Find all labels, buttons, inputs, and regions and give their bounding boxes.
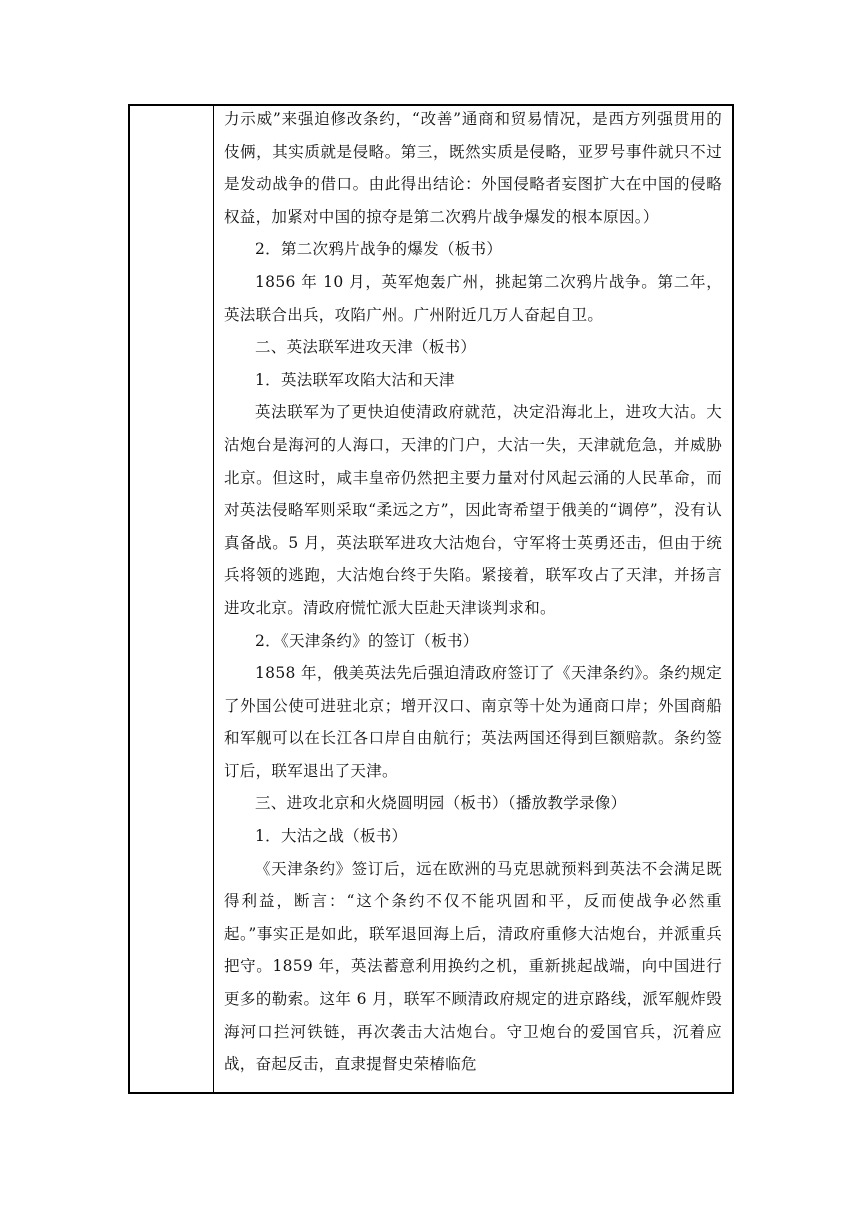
paragraph: 英法联军为了更快迫使清政府就范，决定沿海北上，进攻大沽。大沽炮台是海河的人海口，天津的门户，大沽一失，天津就危急，并威胁北京。但这时，咸丰皇帝仍然把主要力量对付风起云涌的人民革命，而对英法侵略军则采取“柔远之方”，因此寄希望于俄美的“调停”，没有认真备战。5 月，英法联军进攻大沽炮台，守军将士英勇还击，但由于统兵将领的逃跑，大沽炮台终于失陷。紧接着，联军攻占了天津，并扬言进攻北京。清政府慌忙派大臣赴天津谈判求和。 <box>224 403 722 617</box>
left-column-cell <box>130 106 214 1092</box>
section-heading: 2．第二次鸦片战争的爆发（板书） <box>255 240 503 259</box>
section-heading: 二、英法联军进攻天津（板书） <box>255 338 477 357</box>
section-heading: 三、进攻北京和火烧圆明园（板书）（播放教学录像） <box>255 794 627 813</box>
content-cell <box>214 106 732 1092</box>
paragraph: 力示威”来强迫修改条约，“改善”通商和贸易情况，是西方列强贯用的伎俩，其实质就是侵略。第三，既然实质是侵略，亚罗号事件就只不过是发动战争的借口。由此得出结论：外国侵略者妄图扩大在中国的侵略权益，加紧对中国的掠夺是第二次鸦片战争爆发的根本原因。） <box>224 110 722 226</box>
section-heading: 2．《天津条约》的签订（板书） <box>255 631 479 650</box>
paragraph: 《天津条约》签订后，远在欧洲的马克思就预料到英法不会满足既得利益，断言：“这个条约不仅不能巩固和平，反而使战争必然重起。”事实正是如此，联军退回海上后，清政府重修大沽炮台，并派重兵把守。1859 年，英法蓄意利用换约之机，重新挑起战端，向中国进行更多的勒索。这年 6 月，联军不顾清政府规定的进京路线，派军舰炸毁海河口拦河铁链，再次袭击大沽炮台。守卫炮台的爱国官兵，沉着应战，奋起反击，直隶提督史荣椿临危 <box>224 859 722 1074</box>
section-heading: 1．大沽之战（板书） <box>255 827 408 846</box>
section-heading: 1．英法联军攻陷大沽和天津 <box>255 370 455 389</box>
paragraph: 1858 年，俄美英法先后强迫清政府签订了《天津条约》。条约规定了外国公使可进驻北京；增开汉口、南京等十处为通商口岸；外国商船和军舰可以在长江各口岸自由航行；英法两国还得到巨额赔款。条约签订后，联军退出了天津。 <box>224 664 722 780</box>
paragraph: 1856 年 10 月，英军炮轰广州，挑起第二次鸦片战争。第二年，英法联合出兵，攻陷广州。广州附近几万人奋起自卫。 <box>224 272 722 324</box>
lesson-table <box>128 104 734 1094</box>
